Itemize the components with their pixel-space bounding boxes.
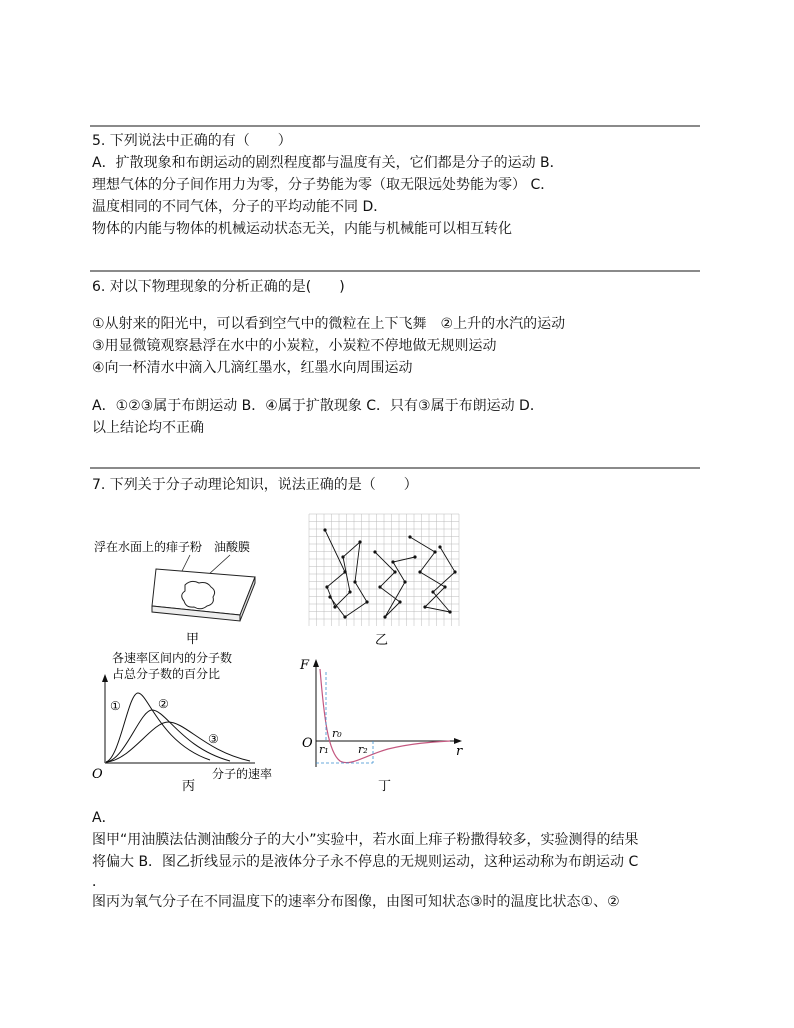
- fig-ding-r1: r₁: [319, 743, 329, 756]
- fig-bing-xlabel: 分子的速率: [212, 767, 273, 781]
- fig-yi-path-3: [410, 537, 455, 612]
- fig-bing-ylabel-2: 占总分子数的百分比: [112, 667, 221, 681]
- fig-ding-y-label: F: [300, 658, 310, 673]
- fig-bing-caption: 丙: [182, 779, 196, 794]
- path-dot: [333, 605, 336, 608]
- q5-line-4: 物体的内能与物体的机械运动状态无关，内能与机械能可以相互转化: [92, 221, 512, 237]
- q6-stem: 6. 对以下物理现象的分析正确的是( ): [92, 279, 345, 295]
- q5-stem: 5. 下列说法中正确的有（ ）: [92, 133, 292, 149]
- path-dot: [403, 580, 406, 583]
- fig-yi-path-2: [375, 552, 415, 617]
- fig-ding-r2: r₂: [358, 743, 368, 756]
- fig-jia-caption: 甲: [186, 632, 200, 647]
- path-dot: [418, 570, 421, 573]
- divider-q6: [90, 270, 700, 272]
- path-dot: [365, 600, 368, 603]
- fig-bing-curve-3-label: ③: [208, 732, 219, 746]
- q7-option-c: ．: [92, 874, 106, 890]
- path-dot: [431, 590, 434, 593]
- path-dot: [348, 590, 351, 593]
- q7-option-a-text-1: 图甲“用油膜法估测油酸分子的大小”实验中，若水面上痱子粉撒得较多，实验测得的结果: [92, 832, 639, 848]
- q5-line-2: 理想气体的分子间作用力为零，分子势能为零（取无限远处势能为零） C．: [92, 177, 555, 193]
- q6-options-1: A．①②③属于布朗运动 B．④属于扩散现象 C．只有③属于布朗运动 D．: [92, 398, 544, 414]
- path-dot: [358, 540, 361, 543]
- fig-ding-y-arrow: [313, 659, 319, 667]
- q6-phenomenon-3: ④向一杯清水中滴入几滴红墨水，红墨水向周围运动: [92, 360, 413, 376]
- path-dot: [453, 570, 456, 573]
- path-dot: [328, 595, 331, 598]
- path-dot: [448, 610, 451, 613]
- path-dot: [341, 555, 344, 558]
- fig-jia-label-film: 油酸膜: [214, 540, 251, 554]
- q6-phenomenon-2: ③用显微镜观察悬浮在水中的小炭粒，小炭粒不停地做无规则运动: [92, 338, 497, 354]
- q5-line-1: A．扩散现象和布朗运动的剧烈程度都与温度有关，它们都是分子的运动 B．: [92, 155, 564, 171]
- fig-bing-curve-2-label: ②: [158, 697, 169, 711]
- q7-option-a: A．: [92, 810, 116, 826]
- fig-ding-caption: 丁: [378, 779, 392, 794]
- path-dot: [373, 550, 376, 553]
- path-dot: [343, 615, 346, 618]
- path-dot: [423, 605, 426, 608]
- path-dot: [325, 585, 328, 588]
- figure-jia: [90, 535, 280, 650]
- path-dot: [398, 600, 401, 603]
- q7-option-c-text: 图丙为氧气分子在不同温度下的速率分布图像，由图可知状态③时的温度比状态①、②: [92, 894, 620, 910]
- path-dot: [393, 570, 396, 573]
- fig-ding-origin: O: [302, 736, 313, 751]
- fig-bing-y-arrow: [102, 674, 108, 682]
- fig-jia-label-powder: 浮在水面上的痱子粉: [94, 540, 203, 554]
- path-dot: [353, 580, 356, 583]
- path-dot: [433, 550, 436, 553]
- fig-jia-oil-film: [182, 581, 215, 608]
- figure-bing: [90, 648, 290, 798]
- q7-stem: 7. 下列关于分子动理论知识，说法正确的是（ ）: [92, 477, 418, 493]
- fig-bing-ylabel-1: 各速率区间内的分子数: [112, 651, 233, 665]
- path-dot: [323, 528, 326, 531]
- fig-bing-origin: O: [92, 767, 103, 782]
- path-dot: [383, 615, 386, 618]
- path-dot: [408, 535, 411, 538]
- fig-ding-force-curve: [320, 669, 450, 763]
- path-dot: [413, 555, 416, 558]
- q5-line-3: 温度相同的不同气体，分子的平均动能不同 D．: [92, 199, 388, 215]
- q6-phenomenon-1: ①从射来的阳光中，可以看到空气中的微粒在上下飞舞 ②上升的水汽的运动: [92, 316, 566, 332]
- fig-yi-caption: 乙: [375, 633, 389, 647]
- fig-ding-x-label: r: [456, 744, 463, 759]
- path-dot: [391, 560, 394, 563]
- divider-q5: [90, 125, 700, 127]
- path-dot: [343, 570, 346, 573]
- fig-ding-r0: r₀: [332, 727, 342, 740]
- path-dot: [378, 585, 381, 588]
- divider-q7: [90, 467, 700, 469]
- fig-jia-leader-2: [208, 555, 230, 575]
- figure-ding: [298, 657, 473, 797]
- q7-option-a-text-2: 将偏大 B．图乙折线显示的是液体分子永不停息的无规则运动，这种运动称为布朗运动 C: [92, 854, 639, 870]
- figure-yi: [305, 512, 465, 647]
- q6-options-2: 以上结论均不正确: [92, 420, 204, 436]
- path-dot: [438, 545, 441, 548]
- fig-bing-curve-1-label: ①: [110, 699, 121, 713]
- path-dot: [443, 585, 446, 588]
